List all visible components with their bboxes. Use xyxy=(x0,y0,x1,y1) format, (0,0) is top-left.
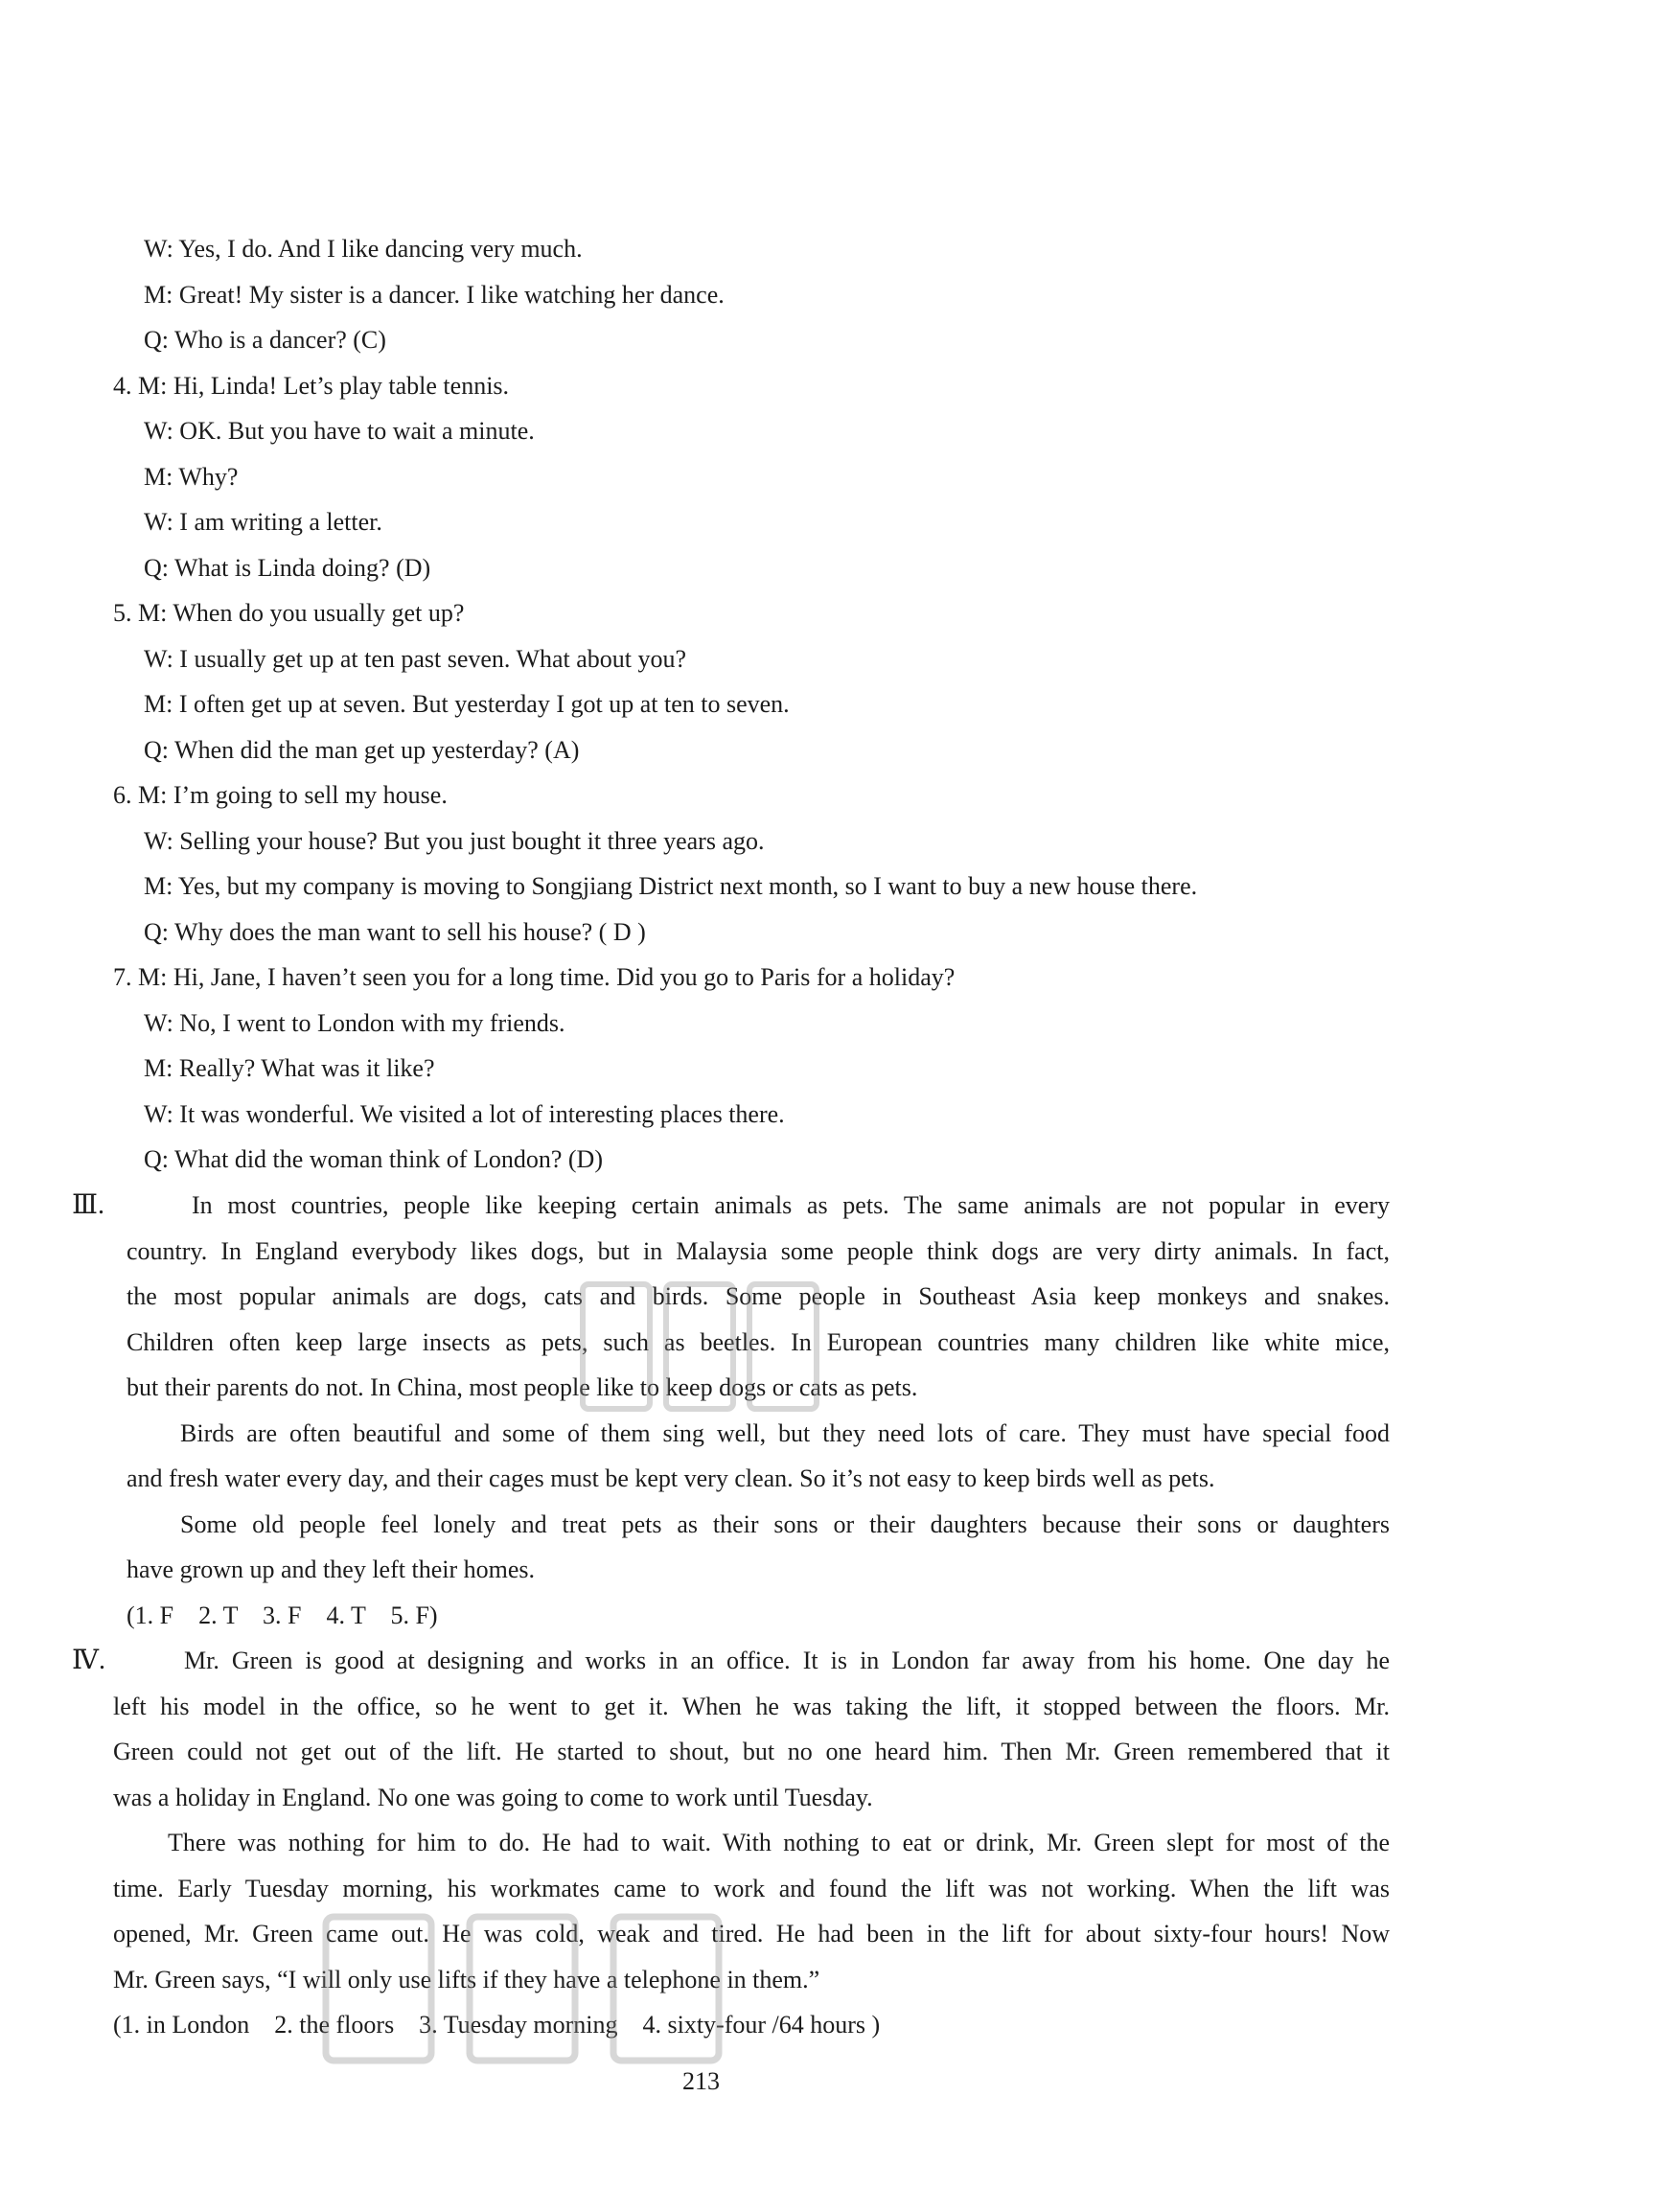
dialogue-line: M: I often get up at seven. But yesterday I got up at ten to seven. xyxy=(144,690,790,718)
dialogue-line: M: Why? xyxy=(144,463,239,491)
dialogue-line: W: Selling your house? But you just bought it three years ago. xyxy=(144,827,765,855)
dialogue-line: M: Yes, but my company is moving to Songjiang District next month, so I want to buy a new house there. xyxy=(144,872,1198,900)
passage-line: opened, Mr. Green came out. He was cold, weak and tired. He had been in the lift for about sixty-four hours! Now xyxy=(113,1920,1390,1947)
passage-line: was a holiday in England. No one was going to come to work until Tuesday. xyxy=(113,1784,873,1811)
dialogue-line: W: No, I went to London with my friends. xyxy=(144,1009,565,1037)
dialogue-line: Q: When did the man get up yesterday? (A) xyxy=(144,736,580,764)
dialogue-line: Q: Why does the man want to sell his house? ( D ) xyxy=(144,918,646,946)
dialogue-line: 6. M: I’m going to sell my house. xyxy=(113,781,448,809)
dialogue-line: W: Yes, I do. And I like dancing very much. xyxy=(144,235,583,263)
dialogue-line: Q: What is Linda doing? (D) xyxy=(144,554,431,582)
passage-line: and fresh water every day, and their cages must be kept very clean. So it’s not easy to keep birds well as pets. xyxy=(127,1464,1215,1492)
passage-line: Birds are often beautiful and some of them sing well, but they need lots of care. They must have special food xyxy=(180,1419,1390,1447)
dialogue-line: W: I am writing a letter. xyxy=(144,508,382,536)
answer-key: (1. F 2. T 3. F 4. T 5. F) xyxy=(127,1601,438,1629)
passage-line: country. In England everybody likes dogs, but in Malaysia some people think dogs are very dirty animals. In fact, xyxy=(127,1237,1390,1265)
dialogue-line: 5. M: When do you usually get up? xyxy=(113,599,465,627)
dialogue-line: Q: What did the woman think of London? (D) xyxy=(144,1145,603,1173)
section-number-4: Ⅳ. xyxy=(72,1646,105,1675)
passage-line: Some old people feel lonely and treat pets as their sons or their daughters because their sons or daughters xyxy=(180,1510,1390,1538)
passage-line: but their parents do not. In China, most people like to keep dogs or cats as pets. xyxy=(127,1373,918,1401)
passage-line: There was nothing for him to do. He had to wait. With nothing to eat or drink, Mr. Green slept for most of the xyxy=(168,1829,1390,1856)
dialogue-line: 4. M: Hi, Linda! Let’s play table tennis. xyxy=(113,372,510,400)
passage-line: Green could not get out of the lift. He started to shout, but no one heard him. Then Mr. Green remembered that it xyxy=(113,1738,1390,1765)
page-number: 213 xyxy=(682,2067,720,2095)
dialogue-line: M: Great! My sister is a dancer. I like watching her dance. xyxy=(144,281,725,309)
dialogue-line: W: OK. But you have to wait a minute. xyxy=(144,417,535,445)
answer-key: (1. in London 2. the floors 3. Tuesday morning 4. sixty-four /64 hours ) xyxy=(113,2011,881,2039)
dialogue-line: Q: Who is a dancer? (C) xyxy=(144,326,386,354)
passage-line: left his model in the office, so he went to get it. When he was taking the lift, it stopped between the floors. Mr. xyxy=(113,1693,1390,1720)
passage-line: Children often keep large insects as pets, such as beetles. In European countries many children like white mice, xyxy=(127,1328,1390,1356)
passage-line: Mr. Green is good at designing and works in an office. It is in London far away from his home. One day he xyxy=(184,1647,1390,1674)
passage-line: Mr. Green says, “I will only use lifts if they have a telephone in them.” xyxy=(113,1966,820,1993)
dialogue-line: 7. M: Hi, Jane, I haven’t seen you for a long time. Did you go to Paris for a holiday? xyxy=(113,963,956,991)
dialogue-line: W: I usually get up at ten past seven. What about you? xyxy=(144,645,687,673)
dialogue-line: M: Really? What was it like? xyxy=(144,1054,435,1082)
passage-line: In most countries, people like keeping certain animals as pets. The same animals are not popular in every xyxy=(192,1191,1390,1219)
passage-line: time. Early Tuesday morning, his workmates came to work and found the lift was not working. When the lift was xyxy=(113,1875,1390,1902)
passage-line: have grown up and they left their homes. xyxy=(127,1555,535,1583)
passage-line: the most popular animals are dogs, cats and birds. Some people in Southeast Asia keep monkeys and snakes. xyxy=(127,1282,1390,1310)
section-number-3: Ⅲ. xyxy=(72,1190,105,1220)
dialogue-line: W: It was wonderful. We visited a lot of interesting places there. xyxy=(144,1100,785,1128)
